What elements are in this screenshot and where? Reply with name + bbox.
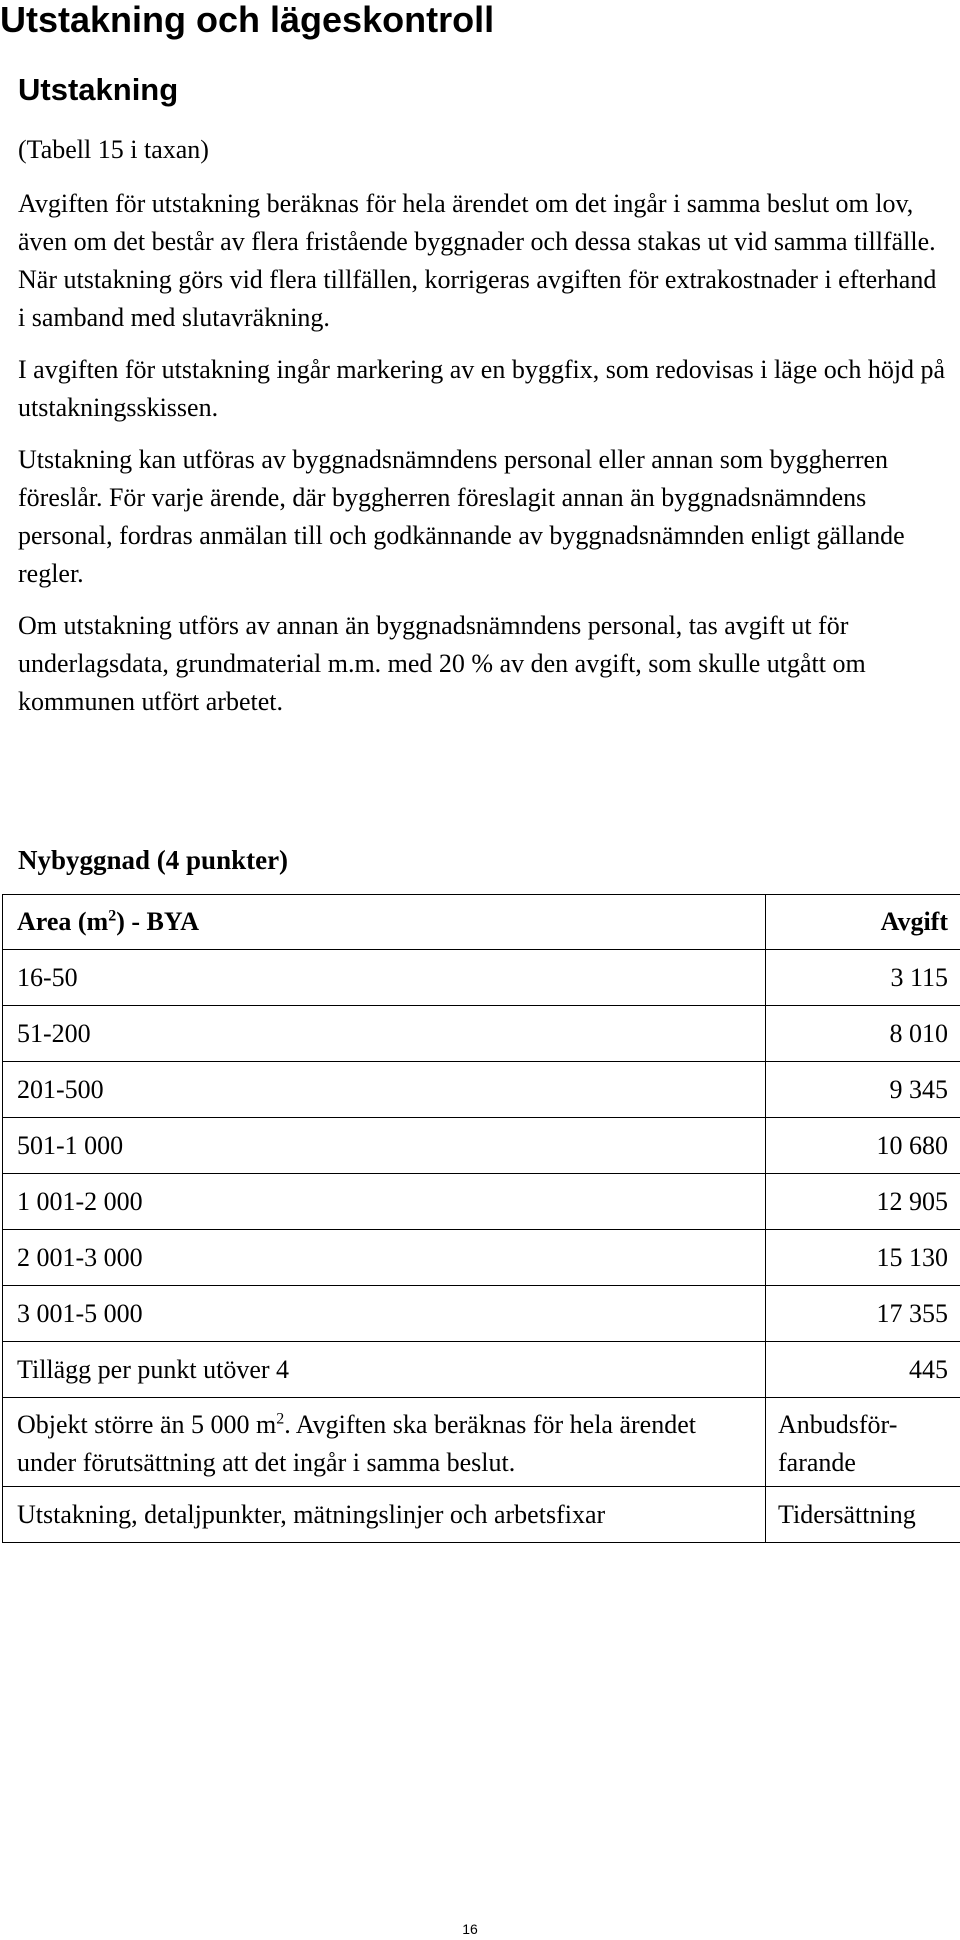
large-object-fee-cell: Anbudsför- farande bbox=[766, 1398, 960, 1487]
fee-cell: 12 905 bbox=[766, 1174, 960, 1230]
table-title: Nybyggnad (4 punkter) bbox=[18, 845, 289, 875]
table-row bbox=[3, 1174, 960, 1230]
paragraph-byggfix: I avgiften för utstakning ingår markering av en byggfix, som redovisas i läge och höjd på utstakningsskissen. bbox=[18, 355, 946, 422]
area-cell: 501-1 000 bbox=[3, 1118, 766, 1174]
fee-cell: 3 115 bbox=[766, 950, 960, 1006]
fee-cell: 17 355 bbox=[766, 1286, 960, 1342]
detail-points-cell: Utstakning, detaljpunkter, mätningslinjer och arbetsfixar bbox=[3, 1487, 766, 1543]
area-cell: 16-50 bbox=[3, 950, 766, 1006]
table-row bbox=[3, 1062, 960, 1118]
table-row-large-object bbox=[3, 1398, 960, 1487]
area-cell: 201-500 bbox=[3, 1062, 766, 1118]
area-cell: 51-200 bbox=[3, 1006, 766, 1062]
column-header-fee: Avgift bbox=[766, 895, 960, 950]
table-reference-note: (Tabell 15 i taxan) bbox=[18, 135, 209, 164]
paragraph-fee-calculation: Avgiften för utstakning beräknas för hela ärendet om det ingår i samma beslut om lov, även om det består av flera fristående byggnader och dessa stakas ut vid samma tillfälle. När utstakning görs vid flera tillfällen, korrigeras avgiften för extrakostnader i efterhand i samband med slutavräkning. bbox=[18, 189, 937, 332]
paragraph-who-performs: Utstakning kan utföras av byggnadsnämndens personal eller annan som byggherren föreslår. För varje ärende, där byggherren föreslagit annan än byggnadsnämndens personal, fordras anmälan till och godkännande av byggnadsnämnden enligt gällande regler. bbox=[18, 445, 905, 588]
table-row-detail-points bbox=[3, 1487, 960, 1543]
table-header-row bbox=[3, 895, 960, 950]
table-row bbox=[3, 1286, 960, 1342]
fee-cell: 9 345 bbox=[766, 1062, 960, 1118]
fee-cell: 15 130 bbox=[766, 1230, 960, 1286]
fee-cell: 8 010 bbox=[766, 1006, 960, 1062]
page-number: 16 bbox=[462, 1921, 478, 1937]
paragraph-external-fee: Om utstakning utförs av annan än byggnadsnämndens personal, tas avgift ut för underlagsdata, grundmaterial m.m. med 20 % av den avgift, som skulle utgått om kommunen utfört arbetet. bbox=[18, 611, 866, 716]
area-cell: 2 001-3 000 bbox=[3, 1230, 766, 1286]
fee-cell: 10 680 bbox=[766, 1118, 960, 1174]
table-row-extra-point bbox=[3, 1342, 960, 1398]
fee-cell: 445 bbox=[766, 1342, 960, 1398]
area-cell: 1 001-2 000 bbox=[3, 1174, 766, 1230]
table-row bbox=[3, 950, 960, 1006]
detail-points-fee-cell: Tidersättning bbox=[766, 1487, 960, 1543]
column-header-area: Area $(m^2)$ - BYA bbox=[3, 895, 766, 950]
large-object-cell: Objekt större än 5 000 $m^2$. Avgiften ska beräknas för hela ärendet under förutsättning att det ingår i samma beslut. bbox=[3, 1398, 766, 1487]
fee-table bbox=[2, 894, 960, 1543]
area-cell: Tillägg per punkt utöver 4 bbox=[3, 1342, 766, 1398]
area-cell: 3 001-5 000 bbox=[3, 1286, 766, 1342]
table-row bbox=[3, 1118, 960, 1174]
page-title: Utstakning och lägeskontroll bbox=[0, 0, 495, 40]
body-text bbox=[18, 185, 948, 735]
section-title: Utstakning bbox=[18, 72, 179, 107]
table-row bbox=[3, 1230, 960, 1286]
table-row bbox=[3, 1006, 960, 1062]
